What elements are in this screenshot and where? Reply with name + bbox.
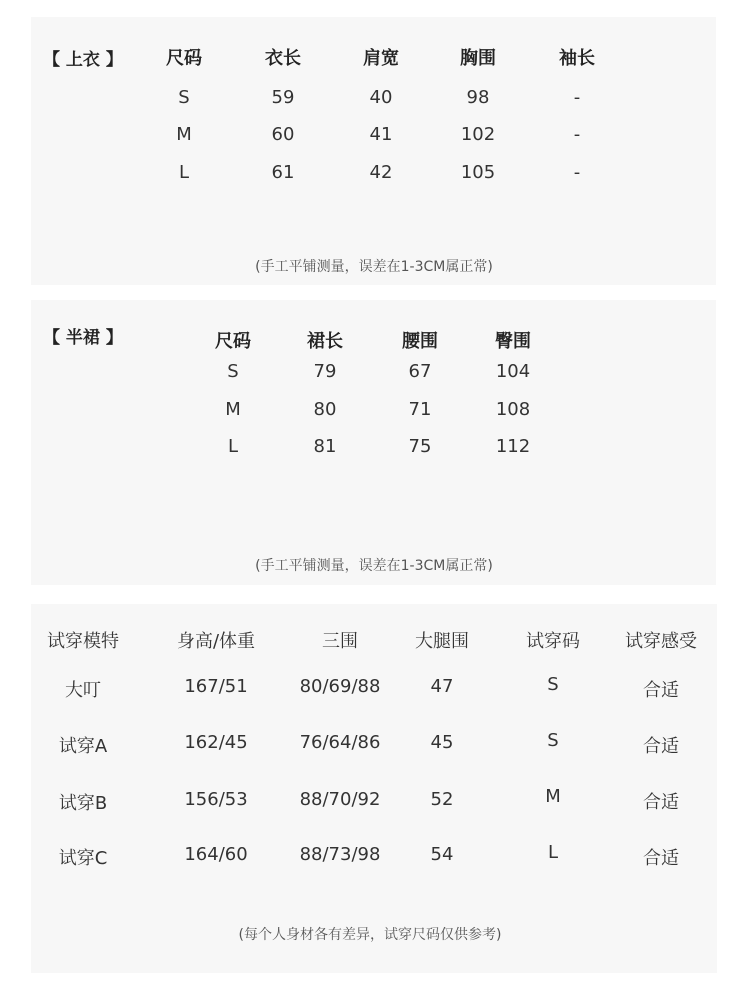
table-cell: 67	[408, 361, 432, 382]
table-cell: 88/70/92	[299, 789, 381, 810]
skirt-header-size: 尺码	[215, 331, 251, 352]
table-cell: S	[547, 730, 559, 751]
skirt-size-panel	[31, 300, 716, 585]
top-header-length: 衣长	[265, 48, 301, 69]
table-cell: M	[225, 399, 241, 420]
table-cell: 59	[271, 87, 295, 108]
table-cell: 112	[495, 436, 531, 457]
table-cell: 88/73/98	[299, 844, 381, 865]
table-cell: 试穿C	[58, 848, 108, 869]
model-header-name: 试穿模特	[47, 631, 119, 652]
table-cell: 合适	[643, 848, 679, 869]
model-reference-note: (每个人身材各有差异，试穿尺码仅供参考)	[238, 927, 502, 943]
table-cell: 102	[460, 124, 496, 145]
table-cell: 试穿A	[58, 736, 108, 757]
table-cell: 40	[369, 87, 393, 108]
top-header-chest: 胸围	[460, 48, 496, 69]
table-cell: M	[176, 124, 192, 145]
top-size-panel	[31, 17, 716, 285]
table-cell: 54	[430, 844, 454, 865]
model-tryon-panel	[31, 604, 717, 973]
table-cell: 合适	[643, 680, 679, 701]
top-header-size: 尺码	[166, 48, 202, 69]
table-cell: 81	[313, 436, 337, 457]
table-cell: 108	[495, 399, 531, 420]
table-cell: 大叮	[65, 680, 101, 701]
table-cell: 45	[430, 732, 454, 753]
model-header-measurements: 三围	[322, 631, 358, 652]
table-cell: S	[178, 87, 190, 108]
table-cell: 80/69/88	[299, 676, 381, 697]
skirt-header-waist: 腰围	[402, 331, 438, 352]
table-cell: 60	[271, 124, 295, 145]
table-cell: 47	[430, 676, 454, 697]
table-cell: -	[573, 162, 581, 183]
table-cell: 试穿B	[58, 793, 108, 814]
table-cell: S	[227, 361, 239, 382]
table-cell: L	[178, 162, 190, 183]
model-header-size: 试穿码	[526, 631, 580, 652]
model-header-height-weight: 身高/体重	[176, 631, 256, 652]
model-header-thigh: 大腿围	[415, 631, 469, 652]
table-cell: 167/51	[184, 676, 248, 697]
table-cell: -	[573, 87, 581, 108]
table-cell: 76/64/86	[299, 732, 381, 753]
table-cell: 164/60	[184, 844, 248, 865]
table-cell: 41	[369, 124, 393, 145]
table-cell: 52	[430, 789, 454, 810]
skirt-measure-note: (手工平铺测量，误差在1-3CM属正常)	[255, 558, 493, 574]
table-cell: 162/45	[184, 732, 248, 753]
table-cell: 80	[313, 399, 337, 420]
table-cell: 98	[466, 87, 490, 108]
top-measure-note: (手工平铺测量，误差在1-3CM属正常)	[255, 259, 493, 275]
table-cell: 105	[460, 162, 496, 183]
table-cell: 合适	[643, 792, 679, 813]
table-cell: 79	[313, 361, 337, 382]
table-cell: L	[547, 842, 559, 863]
skirt-section-label: 【 半裙 】	[43, 328, 123, 348]
table-cell: 156/53	[184, 789, 248, 810]
model-header-feel: 试穿感受	[625, 631, 697, 652]
table-cell: 合适	[643, 736, 679, 757]
table-cell: 42	[369, 162, 393, 183]
top-header-sleeve: 袖长	[559, 48, 595, 69]
table-cell: 75	[408, 436, 432, 457]
table-cell: -	[573, 124, 581, 145]
top-header-shoulder: 肩宽	[363, 48, 399, 69]
table-cell: 71	[408, 399, 432, 420]
table-cell: L	[227, 436, 239, 457]
table-cell: 61	[271, 162, 295, 183]
top-section-label: 【 上衣 】	[43, 50, 123, 70]
table-cell: S	[547, 674, 559, 695]
table-cell: 104	[495, 361, 531, 382]
skirt-header-length: 裙长	[307, 331, 343, 352]
skirt-header-hip: 臀围	[495, 331, 531, 352]
table-cell: M	[545, 786, 561, 807]
